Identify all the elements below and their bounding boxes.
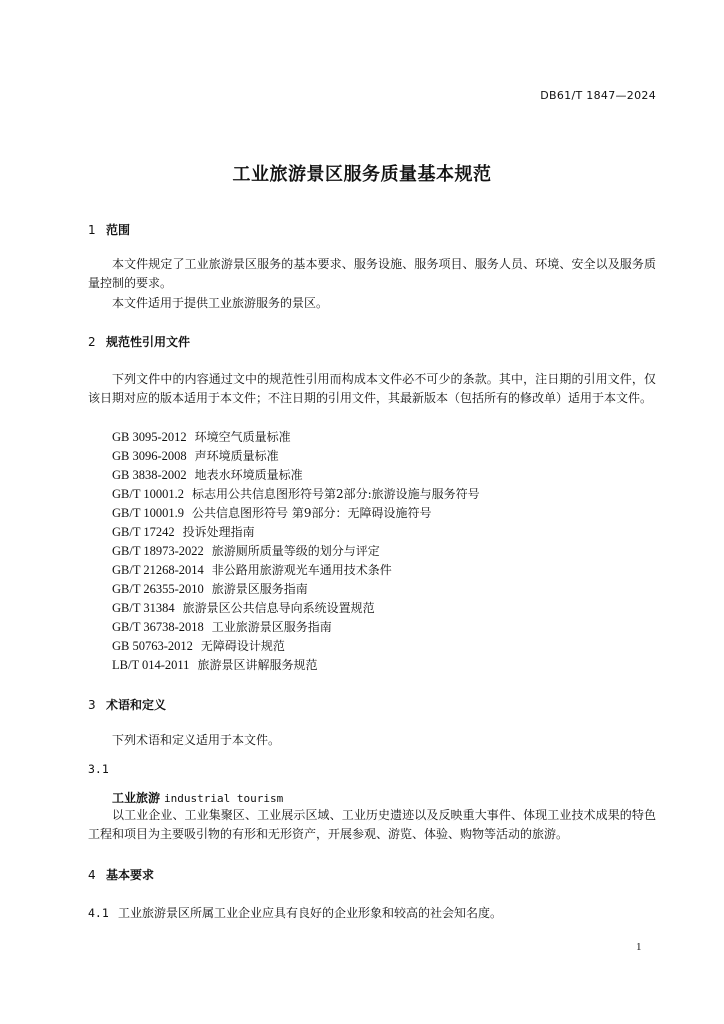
reference-code: GB/T 10001.9 xyxy=(112,506,184,520)
reference-code: GB/T 10001.2 xyxy=(112,487,184,501)
section-number: 1 xyxy=(88,223,96,237)
term-heading xyxy=(112,789,283,806)
reference-name: 无障碍设计规范 xyxy=(200,639,285,653)
section-title: 基本要求 xyxy=(106,868,155,882)
reference-item xyxy=(112,523,255,542)
reference-code: GB 3096-2008 xyxy=(112,449,187,463)
reference-item xyxy=(112,466,303,485)
reference-name: 工业旅游景区服务指南 xyxy=(211,620,332,634)
clause-4-1 xyxy=(88,904,502,921)
page-number: 1 xyxy=(636,941,642,953)
reference-name: 旅游景区公共信息导向系统设置规范 xyxy=(182,601,375,615)
reference-item xyxy=(112,637,285,656)
reference-code: GB/T 18973-2022 xyxy=(112,544,204,558)
reference-name: 旅游景区讲解服务规范 xyxy=(197,658,318,672)
references-intro: 下列文件中的内容通过文中的规范性引用而构成本文件必不可少的条款。其中，注日期的引用文件，仅该日期对应的版本适用于本文件；不注日期的引用文件，其最新版本（包括所有的修改单）适用于本文件。 xyxy=(88,372,656,405)
reference-name: 旅游厕所质量等级的划分与评定 xyxy=(211,544,380,558)
section-title: 范围 xyxy=(106,223,131,237)
section-number: 2 xyxy=(88,335,96,349)
term-entry-number: 3.1 xyxy=(88,762,109,776)
reference-item xyxy=(112,542,380,561)
terms-intro: 下列术语和定义适用于本文件。 xyxy=(112,733,281,747)
term-chinese: 工业旅游 xyxy=(112,791,161,805)
reference-code: GB/T 17242 xyxy=(112,525,175,539)
section-number: 4 xyxy=(88,868,96,882)
reference-name: 标志用公共信息图形符号第2部分:旅游设施与服务符号 xyxy=(192,487,480,501)
reference-name: 非公路用旅游观光车通用技术条件 xyxy=(211,563,392,577)
reference-code: GB/T 31384 xyxy=(112,601,175,615)
scope-paragraph-1: 本文件规定了工业旅游景区服务的基本要求、服务设施、服务项目、服务人员、环境、安全以及服务质量控制的要求。 xyxy=(88,257,656,290)
clause-text: 工业旅游景区所属工业企业应具有良好的企业形象和较高的社会知名度。 xyxy=(118,906,503,920)
reference-item xyxy=(112,504,431,523)
section-heading-terms xyxy=(88,696,166,713)
section-number: 3 xyxy=(88,698,96,712)
reference-code: GB/T 26355-2010 xyxy=(112,582,204,596)
reference-code: LB/T 014-2011 xyxy=(112,658,190,672)
document-title: 工业旅游景区服务质量基本规范 xyxy=(232,164,492,185)
reference-name: 声环境质量标准 xyxy=(194,449,279,463)
reference-item xyxy=(112,561,392,580)
reference-name: 环境空气质量标准 xyxy=(194,430,291,444)
reference-code: GB/T 21268-2014 xyxy=(112,563,204,577)
scope-paragraph-2: 本文件适用于提供工业旅游服务的景区。 xyxy=(112,296,329,310)
section-heading-basic-requirements xyxy=(88,866,154,883)
standard-id: DB61/T 1847—2024 xyxy=(540,89,656,102)
reference-code: GB 50763-2012 xyxy=(112,639,193,653)
reference-name: 旅游景区服务指南 xyxy=(211,582,308,596)
reference-item xyxy=(112,447,279,466)
term-definition: 以工业企业、工业集聚区、工业展示区域、工业历史遗迹以及反映重大事件、体现工业技术成果的特色工程和项目为主要吸引物的有形和无形资产，开展参观、游览、体验、购物等活动的旅游。 xyxy=(88,808,656,841)
reference-name: 地表水环境质量标准 xyxy=(194,468,303,482)
section-title: 术语和定义 xyxy=(106,698,167,712)
reference-item xyxy=(112,485,480,504)
clause-number: 4.1 xyxy=(88,906,109,920)
reference-code: GB 3095-2012 xyxy=(112,430,187,444)
reference-name: 公共信息图形符号 第9部分：无障碍设施符号 xyxy=(192,506,432,520)
reference-name: 投诉处理指南 xyxy=(182,525,255,539)
section-heading-normative-references xyxy=(88,333,190,350)
reference-item xyxy=(112,656,317,675)
reference-item xyxy=(112,580,308,599)
reference-item xyxy=(112,428,291,447)
reference-code: GB/T 36738-2018 xyxy=(112,620,204,634)
term-english: industrial tourism xyxy=(164,792,284,805)
section-title: 规范性引用文件 xyxy=(106,335,191,349)
section-heading-scope xyxy=(88,221,130,238)
reference-item xyxy=(112,599,375,618)
reference-item xyxy=(112,618,332,637)
reference-code: GB 3838-2002 xyxy=(112,468,187,482)
